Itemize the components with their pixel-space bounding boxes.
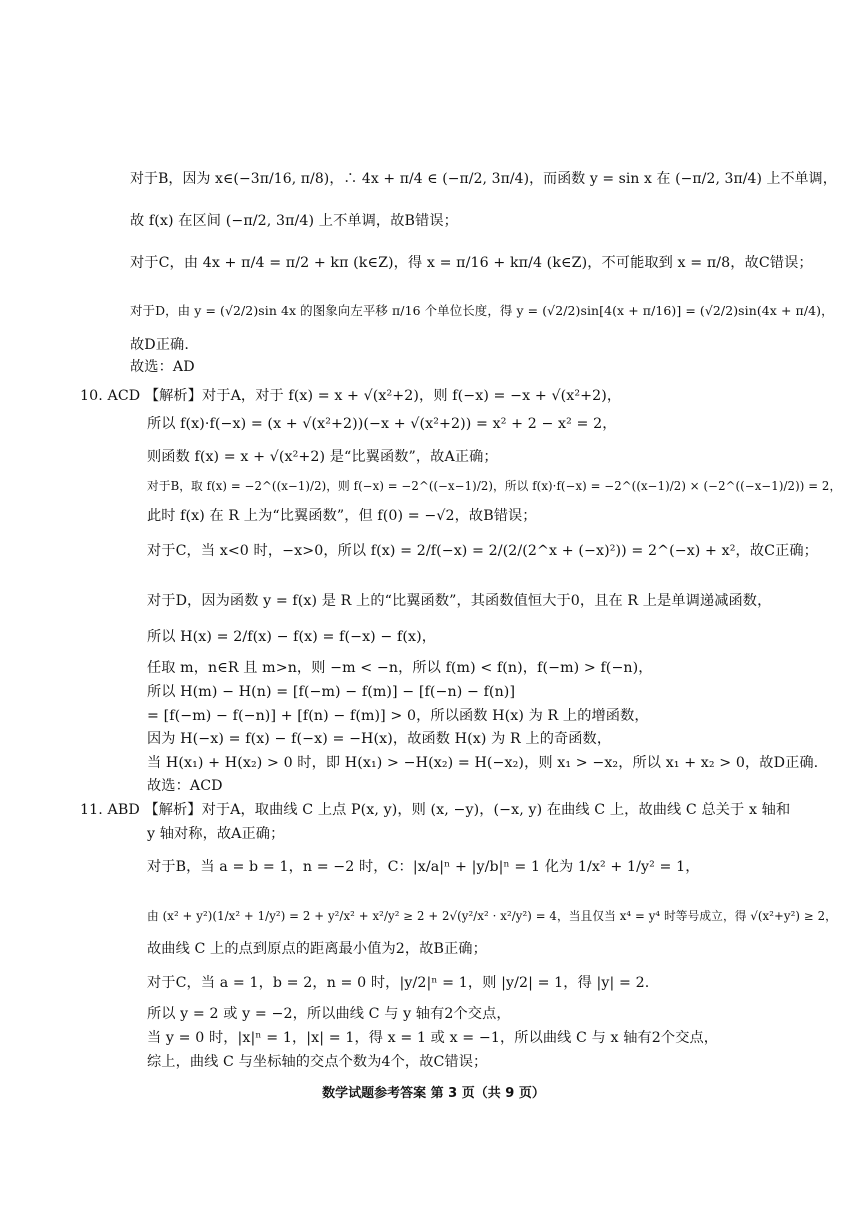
text-line: 故选：AD [130, 359, 195, 375]
text-line: 对于B，取 f(x) = −2^((x−1)/2)，则 f(−x) = −2^((−x−1)/2)，所以 f(x)·f(−x) = −2^((x−1)/2) × (−2^((−x−1)/2)) = 2， [147, 479, 842, 493]
text-line: 因为 H(−x) = f(x) − f(−x) = −H(x)，故函数 H(x) 为 R 上的奇函数， [147, 731, 612, 747]
question-11-header: 11. ABD 【解析】对于A，取曲线 C 上点 P(x, y)，则 (x, −y)，(−x, y) 在曲线 C 上，故曲线 C 总关于 x 轴和 [80, 802, 791, 818]
question-10-header: 10. ACD 【解析】对于A，对于 f(x) = x + √(x²+2)，则 f(−x) = −x + √(x²+2)， [80, 388, 622, 404]
text-line: 故曲线 C 上的点到原点的距离最小值为2，故B正确； [147, 941, 487, 957]
text-line: 对于B，当 a = b = 1，n = −2 时，C：|x/a|ⁿ + |y/b|ⁿ = 1 化为 1/x² + 1/y² = 1， [147, 859, 700, 875]
text-line: 当 H(x₁) + H(x₂) > 0 时，即 H(x₁) > −H(x₂) = H(−x₂)，则 x₁ > −x₂，所以 x₁ + x₂ > 0，故D正确. [147, 755, 819, 771]
text-line: 所以 H(m) − H(n) = [f(−m) − f(m)] − [f(−n) − f(n)] [147, 684, 516, 700]
text-line: 对于B，因为 x∈(−3π/16, π/8)，∴ 4x + π/4 ∈ (−π/2, 3π/4)，而函数 y = sin x 在 (−π/2, 3π/4) 上不单调， [130, 171, 837, 187]
text-line: 故D正确. [130, 337, 189, 353]
text-line: 由 (x² + y²)(1/x² + 1/y²) = 2 + y²/x² + x²/y² ≥ 2 + 2√(y²/x² · x²/y²) = 4，当且仅当 x⁴ = y⁴ 时等号成立，得 √(x²+y²) ≥ 2， [147, 909, 837, 923]
text-line: 任取 m，n∈R 且 m>n，则 −m < −n，所以 f(m) < f(n)，f(−m) > f(−n)， [147, 660, 653, 676]
text-line: 当 y = 0 时，|x|ⁿ = 1，|x| = 1，得 x = 1 或 x = −1，所以曲线 C 与 x 轴有2个交点， [147, 1030, 719, 1046]
text-line: = [f(−m) − f(−n)] + [f(n) − f(m)] > 0，所以函数 H(x) 为 R 上的增函数， [147, 708, 649, 724]
text-line: 对于C，当 a = 1，b = 2，n = 0 时，|y/2|ⁿ = 1，则 |y/2| = 1，得 |y| = 2. [147, 975, 650, 991]
text-line: 故 f(x) 在区间 (−π/2, 3π/4) 上不单调，故B错误； [130, 213, 458, 229]
text-line: 对于C，当 x<0 时，−x>0，所以 f(x) = 2/f(−x) = 2/(2/(2^x + (−x)²)) = 2^(−x) + x²，故C正确； [147, 543, 818, 559]
text-line: 综上，曲线 C 与坐标轴的交点个数为4个，故C错误； [147, 1054, 488, 1070]
text-line: 则函数 f(x) = x + √(x²+2) 是“比翼函数”，故A正确； [147, 449, 498, 465]
text-line: 所以 y = 2 或 y = −2，所以曲线 C 与 y 轴有2个交点， [147, 1006, 511, 1022]
text-line: 此时 f(x) 在 R 上为“比翼函数”，但 f(0) = −√2，故B错误； [147, 508, 537, 524]
page-footer: 数学试题参考答案 第 3 页（共 9 页） [322, 1086, 545, 1101]
text-line: 故选：ACD [147, 778, 223, 794]
text-line: 对于D，由 y = (√2/2)sin 4x 的图象向左平移 π/16 个单位长度，得 y = (√2/2)sin[4(x + π/16)] = (√2/2)sin(4x + π/4)， [130, 303, 834, 318]
text-line: 对于C，由 4x + π/4 = π/2 + kπ (k∈Z)，得 x = π/16 + kπ/4 (k∈Z)，不可能取到 x = π/8，故C错误； [130, 255, 813, 271]
text-line: y 轴对称，故A正确； [147, 826, 285, 842]
text-line: 所以 f(x)·f(−x) = (x + √(x²+2))(−x + √(x²+2)) = x² + 2 − x² = 2， [147, 416, 617, 432]
text-line: 对于D，因为函数 y = f(x) 是 R 上的“比翼函数”，其函数值恒大于0，且在 R 上是单调递减函数， [147, 593, 772, 609]
text-line: 所以 H(x) = 2/f(x) − f(x) = f(−x) − f(x)， [147, 629, 437, 645]
